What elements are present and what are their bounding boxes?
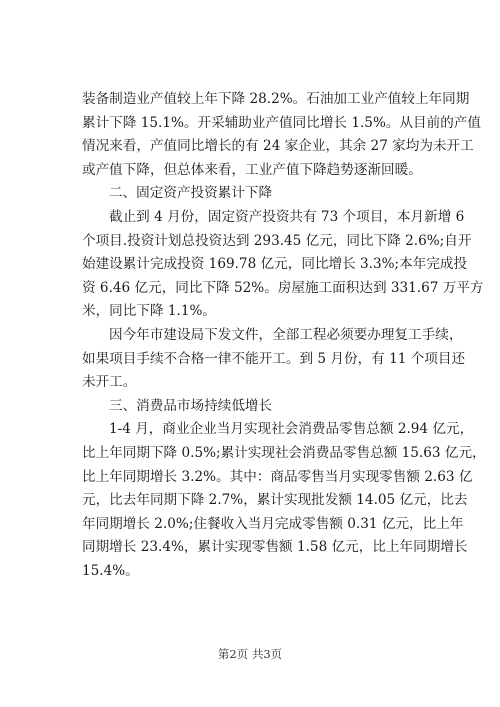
paragraph-line: 未开工。 [82, 374, 137, 391]
paragraph-line: 装备制造业产值较上年下降 28.2%。石油加工业产值较上年同期 [82, 91, 470, 107]
paragraph-line: 元，比去年同期下降 2.7%，累计实现批发额 14.05 亿元，比去 [82, 492, 468, 509]
paragraph-line: 如果项目手续不合格一律不能开工。到 5 月份，有 11 个项目还 [82, 350, 466, 367]
paragraph-line: 个项目.投资计划总投资达到 293.45 亿元，同比下降 2.6%;自开 [82, 232, 472, 249]
paragraph-line: 始建设累计完成投资 169.78 亿元，同比增长 3.3%;本年完成投 [82, 256, 468, 273]
document-body [82, 88, 486, 583]
paragraph-line: 因今年市建设局下发文件，全部工程必须要办理复工手续， [109, 326, 463, 343]
paragraph-line: 截止到 4 月份，固定资产投资共有 73 个项目，本月新增 6 [109, 208, 465, 225]
section-heading: 三、消费品市场持续低增长 [109, 397, 273, 414]
paragraph-line: 比上年同期增长 3.2%。其中：商品零售当月实现零售额 2.63 亿 [82, 468, 473, 485]
paragraph-line: 情况来看，产值同比增长的有 24 家企业，其余 27 家均为未开工 [82, 138, 474, 155]
paragraph-line: 1-4 月，商业企业当月实现社会消费品零售总额 2.94 亿元， [109, 421, 474, 438]
page-footer: 第2页 共3页 [217, 647, 283, 661]
paragraph-line: 累计下降 15.1%。开采辅助业产值同比增长 1.5%。从目前的产值 [82, 114, 482, 131]
paragraph-line: 同期增长 23.4%，累计实现零售额 1.58 亿元，比上年同期增长 [82, 539, 468, 556]
section-heading: 二、固定资产投资累计下降 [109, 185, 273, 202]
paragraph-line: 或产值下降，但总体来看，工业产值下降趋势逐渐回暖。 [82, 161, 422, 178]
paragraph-line: 年同期增长 2.0%;住餐收入当月完成零售额 0.31 亿元，比上年 [82, 515, 464, 532]
paragraph-line: 资 6.46 亿元，同比下降 52%。房屋施工面积达到 331.67 万平方 [82, 279, 484, 296]
paragraph-line: 米，同比下降 1.1%。 [82, 303, 217, 320]
paragraph-line: 15.4%。 [82, 562, 139, 579]
paragraph-line: 比上年同期下降 0.5%;累计实现社会消费品零售总额 15.63 亿元， [82, 444, 486, 461]
